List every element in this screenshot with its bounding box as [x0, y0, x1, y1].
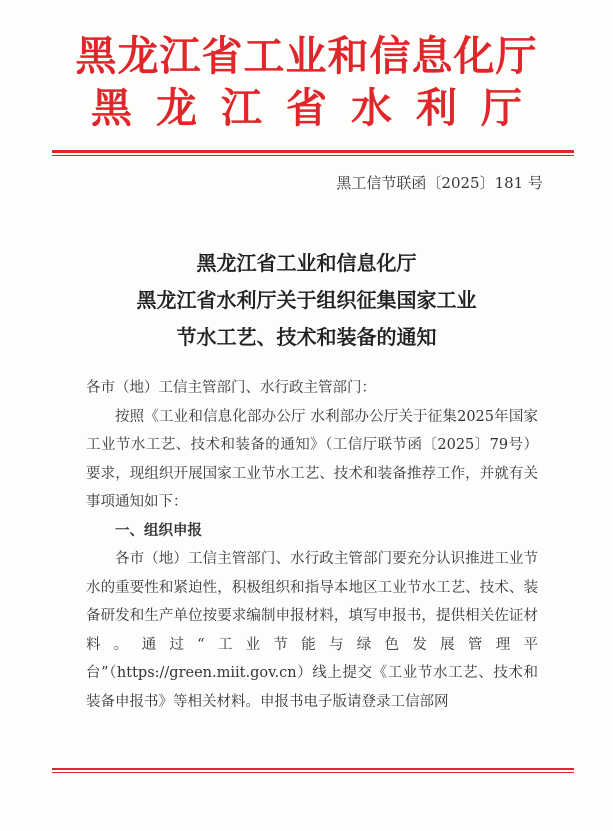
title-line-3: 节水工艺、技术和装备的通知 [176, 325, 437, 349]
title-line-2: 黑龙江省水利厅关于组织征集国家工业 [136, 288, 477, 312]
paragraph-1: 按照《工业和信息化部办公厅 水利部办公厅关于征集2025年国家工业节水工艺、技术和装备的通知》（工信厅联节函〔2025〕79号）要求，现组织开展国家工业节水工艺、技术和装备推荐工作，并就有关事项通知如下： [86, 408, 538, 510]
red-divider-thick [52, 150, 574, 153]
red-divider-thin [52, 155, 574, 156]
footer-divider-thick [52, 768, 574, 770]
document-title [0, 245, 613, 356]
letterhead-line-2: 黑龙江省水利厅 [91, 84, 546, 132]
paragraph-2: 各市（地）工信主管部门、水行政主管部门要充分认识推进工业节水的重要性和紧迫性，积极组织和指导本地区工业节水工艺、技术、装备研发和生产单位按要求编制申报材料，填写申报书，提供相关佐证材料。通过“工业节能与绿色发展管理平台”（https://green.miit.gov.cn）线上提交《工业节水工艺、技术和装备申报书》等相关材料。申报书电子版请登录工信部网 [86, 551, 538, 710]
document-number: 黑工信节联函〔2025〕181 号 [336, 174, 543, 192]
letterhead [0, 30, 613, 134]
footer-divider-thin [52, 772, 574, 773]
letterhead-line-1: 黑龙江省工业和信息化厅 [75, 32, 538, 80]
section-heading-1: 一、组织申报 [115, 522, 202, 539]
salutation: 各市（地）工信主管部门、水行政主管部门： [86, 380, 376, 396]
document-body [86, 374, 538, 716]
title-line-1: 黑龙江省工业和信息化厅 [196, 251, 417, 275]
